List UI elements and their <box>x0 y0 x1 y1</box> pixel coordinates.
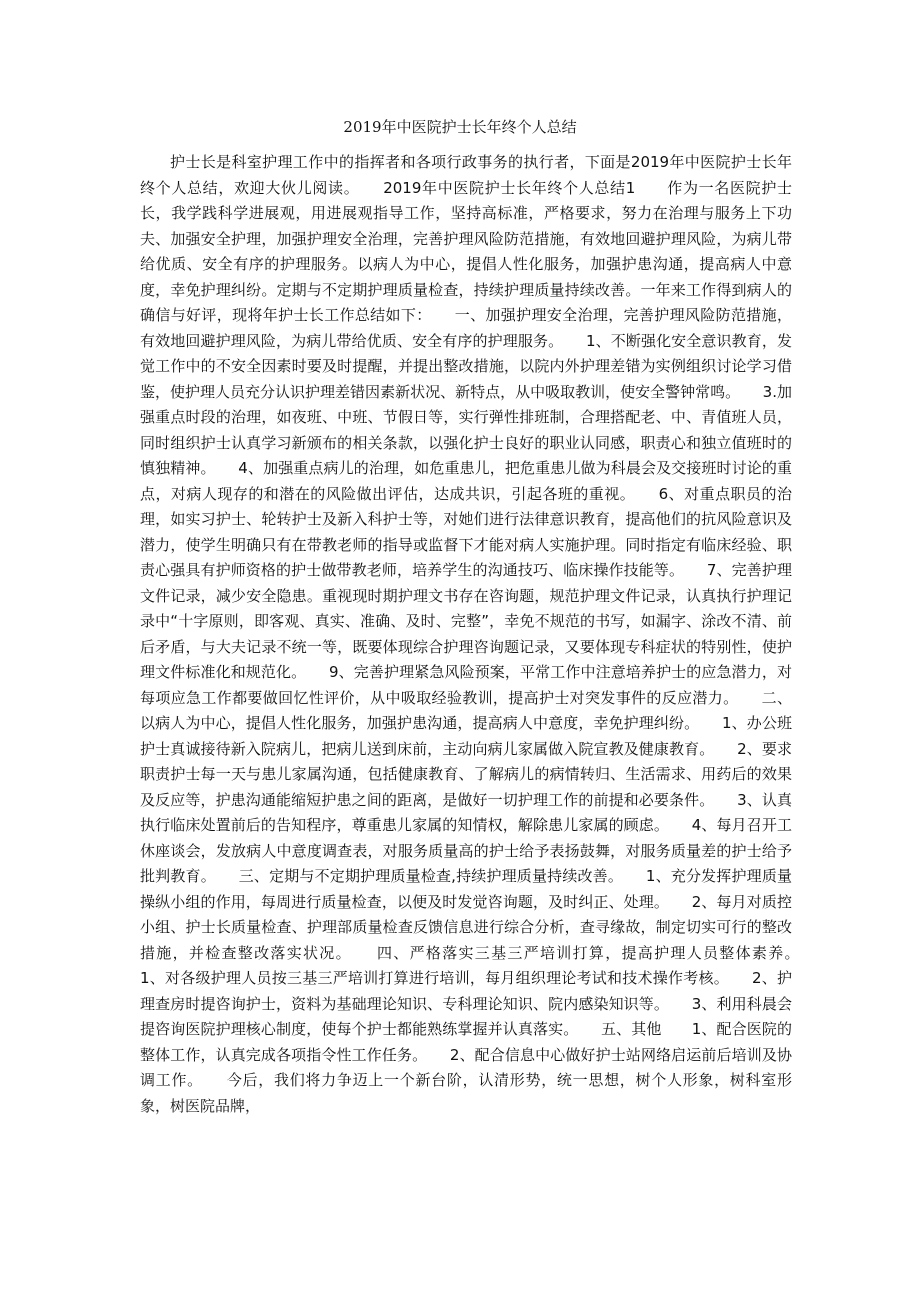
document-body: 护士长是科室护理工作中的指挥者和各项行政事务的执行者，下面是2019年中医院护士长年终个人总结，欢迎大伙儿阅读。 2019年中医院护士长年终个人总结1 作为一名医院护士长，我学践科学进展观，用进展观指导工作，坚持高标准，严格要求，努力在治理与服务上下功夫、加强安全护理，加强护理安全治理，完善护理风险防范措施，有效地回避护理风险，为病儿带给优质、安全有序的护理服务。以病人为中心，提倡人性化服务，加强护患沟通，提高病人中意度，幸免护理纠纷。定期与不定期护理质量检查，持续护理质量持续改善。一年来工作得到病人的确信与好评，现将年护士长工作总结如下： 一、加强护理安全治理，完善护理风险防范措施，有效地回避护理风险，为病儿带给优质、安全有序的护理服务。 1、不断强化安全意识教育，发觉工作中的不安全因素时要及时提醒，并提出整改措施，以院内外护理差错为实例组织讨论学习借鉴，使护理人员充分认识护理差错因素新状况、新特点，从中吸取教训，使安全警钟常鸣。 3.加强重点时段的治理，如夜班、中班、节假日等，实行弹性排班制，合理搭配老、中、青值班人员，同时组织护士认真学习新颁布的相关条款，以强化护士良好的职业认同感，职责心和独立值班时的慎独精神。 4、加强重点病儿的治理，如危重患儿，把危重患儿做为科晨会及交接班时讨论的重点，对病人现存的和潜在的风险做出评估，达成共识，引起各班的重视。 6、对重点职员的治理，如实习护士、轮转护士及新入科护士等，对她们进行法律意识教育，提高他们的抗风险意识及潜力，使学生明确只有在带教老师的指导或监督下才能对病人实施护理。同时指定有临床经验、职责心强具有护师资格的护士做带教老师，培养学生的沟通技巧、临床操作技能等。 7、完善护理文件记录，减少安全隐患。重视现时期护理文书存在咨询题，规范护理文件记录，认真执行护理记录中“十字原则，即客观、真实、准确、及时、完整”，幸免不规范的书写，如漏字、涂改不清、前后矛盾，与大夫记录不统一等，既要体现综合护理咨询题记录，又要体现专科症状的特别性，使护理文件标准化和规范化。 9、完善护理紧急风险预案，平常工作中注意培养护士的应急潜力，对每项应急工作都要做回忆性评价，从中吸取经验教训，提高护士对突发事件的反应潜力。 二、以病人为中心，提倡人性化服务，加强护患沟通，提高病人中意度，幸免护理纠纷。 1、办公班护士真诚接待新入院病儿，把病儿送到床前，主动向病儿家属做入院宣教及健康教育。 2、要求职责护士每一天与患儿家属沟通，包括健康教育、了解病儿的病情转归、生活需求、用药后的效果及反应等，护患沟通能缩短护患之间的距离，是做好一切护理工作的前提和必要条件。 3、认真执行临床处置前后的告知程序，尊重患儿家属的知情权，解除患儿家属的顾虑。 4、每月召开工休座谈会，发放病人中意度调查表，对服务质量高的护士给予表扬鼓舞，对服务质量差的护士给予批判教育。 三、定期与不定期护理质量检查,持续护理质量持续改善。 1、充分发挥护理质量操纵小组的作用，每周进行质量检查，以便及时发觉咨询题，及时纠正、处理。 2、每月对质控小组、护士长质量检查、护理部质量检查反馈信息进行综合分析，查寻缘故，制定切实可行的整改措施，并检查整改落实状况。 四、严格落实三基三严培训打算，提高护理人员整体素养。 1、对各级护理人员按三基三严培训打算进行培训，每月组织理论考试和技术操作考核。 2、护理查房时提咨询护士，资料为基础理论知识、专科理论知识、院内感染知识等。 3、利用科晨会提咨询医院护理核心制度，使每个护士都能熟练掌握并认真落实。 五、其他 1、配合医院的整体工作，认真完成各项指令性工作任务。 2、配合信息中心做好护士站网络启运前后培训及协调工作。 今后，我们将力争迈上一个新台阶，认清形势，统一思想，树个人形象，树科室形象，树医院品牌， <box>140 153 823 1115</box>
document-title: 2019年中医院护士长年终个人总结 <box>343 118 577 136</box>
